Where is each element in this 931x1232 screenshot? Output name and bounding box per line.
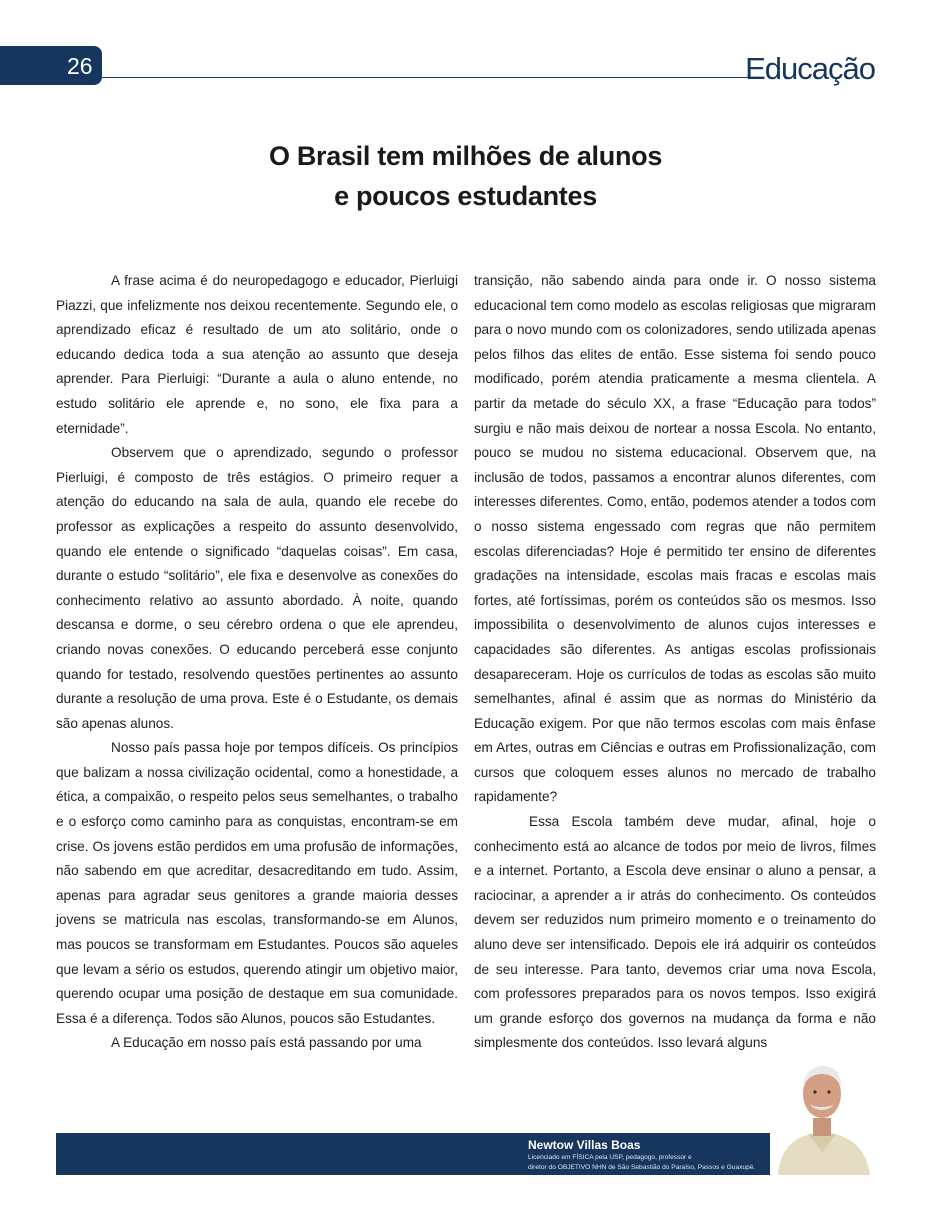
- article-column-right: [474, 269, 876, 1056]
- paragraph: A Educação em nosso país está passando por uma: [111, 1035, 422, 1051]
- author-bio: [528, 1153, 778, 1173]
- author-bio-line-2: diretor do OBJETIVO NHN de São Sebastião do Paraíso, Passos e Guaxupé.: [528, 1164, 756, 1171]
- paragraph: Essa Escola também deve mudar, afinal, hoje o conhecimento está ao alcance de todos por meio de livros, filmes e a internet. Portanto, a Escola deve ensinar o aluno a pensar, a raciocinar, a aprender a ir atrás do conhecimento. Os conteúdos devem ser reduzidos num primeiro momento e o treinamento do aluno deve ser intensificado. Depois ele irá adquirir os conteúdos de seu interesse. Para tanto, devemos criar uma nova Escola, com professores preparados para os novos tempos. Isso exigirá um grande esforço dos governos na mudança da forma e não simplesmente dos conteúdos. Isso levará alguns: [474, 814, 876, 1051]
- article-column-left: [56, 269, 458, 1056]
- section-title: Educação: [745, 51, 875, 86]
- page-number: 26: [67, 53, 93, 79]
- paragraph: Observem que o aprendizado, segundo o professor Pierluigi, é composto de três estágios. O primeiro requer a atenção do educando na sala de aula, quando ele recebe do professor as explicações a respeito do assunto desenvolvido, quando ele entende o significado “daquelas coisas”. Em casa, durante o estudo “solitário”, ele fixa e desenvolve as conexões do conhecimento relativo ao assunto abordado. À noite, quando descansa e dorme, o seu cérebro ordena o que ele aprendeu, criando novas conexões. O educando perceberá esse conjunto quando for testado, resolvendo questões pertinentes ao assunto durante a resolução de uma prova. Este é o Estudante, os demais são apenas alunos.: [56, 445, 458, 731]
- paragraph: transição, não sabendo ainda para onde ir. O nosso sistema educacional tem como modelo as escolas religiosas que migraram para o novo mundo com os colonizadores, sendo utilizada apenas pelos filhos das elites de então. Esse sistema foi sendo pouco modificado, porém atendia praticamente a mesma clientela. A partir da metade do século XX, a frase “Educação para todos” surgiu e não mais deixou de nortear a nossa Escola. No entanto, pouco se mudou no sistema educacional. Observem que, na inclusão de todos, passamos a encontrar alunos diferentes, com interesses diferentes. Como, então, podemos atender a todos com o nosso sistema engessado com regras que não permitem escolas diferenciadas? Hoje é permitido ter ensino de diferentes gradações na intensidade, escolas mais fracas e escolas mais fortes, até fortíssimas, porém os conteúdos são os mesmos. Isso impossibilita o desenvolvimento de alunos cujos interesses e capacidades são diferentes. As antigas escolas profissionais desapareceram. Hoje os currículos de todas as escolas são muito semelhantes, afinal é assim que as normas do Ministério da Educação exigem. Por que não termos escolas com mais ênfase em Artes, outras em Ciências e outras em Profissionalização, com cursos que coloquem esses alunos no mercado de trabalho rapidamente?: [474, 273, 876, 805]
- author-portrait-photo: [770, 1060, 875, 1175]
- article-title-line-2: e poucos estudantes: [334, 181, 597, 211]
- author-name: Newtow Villas Boas: [528, 1138, 641, 1152]
- article-title: [0, 136, 931, 216]
- article-title-line-1: O Brasil tem milhões de alunos: [268, 141, 663, 171]
- author-bio-line-1: Licenciado em FÍSICA pela USP, pedagogo, professor e: [528, 1154, 692, 1161]
- header-rule: [102, 77, 750, 78]
- paragraph: A frase acima é do neuropedagogo e educador, Pierluigi Piazzi, que infelizmente nos deixou recentemente. Segundo ele, o aprendizado eficaz é resultado de um ato solitário, onde o educando dedica toda a sua atenção ao assunto que deseja aprender. Para Pierluigi: “Durante a aula o aluno entende, no estudo solitário ele aprende e, no sono, ele fixa para a eternidade”.: [56, 273, 458, 436]
- author-portrait-graphic: [770, 1060, 875, 1175]
- paragraph: Nosso país passa hoje por tempos difíceis. Os princípios que balizam a nossa civilização ocidental, como a honestidade, a ética, a compaixão, o respeito pelos seus semelhantes, o trabalho e o esforço como caminho para as conquistas, encontram-se em crise. Os jovens estão perdidos em uma profusão de informações, não sabendo em que acreditar, desacreditando em tudo. Assim, apenas para agradar seus genitores a grande maioria desses jovens se matricula nas escolas, transformando-se em Alunos, mas poucos se transformam em Estudantes. Poucos são aqueles que levam a sério os estudos, querendo atingir um objetivo maior, querendo ocupar uma posição de destaque em sua comunidade. Essa é a diferença. Todos são Alunos, poucos são Estudantes.: [56, 740, 458, 1026]
